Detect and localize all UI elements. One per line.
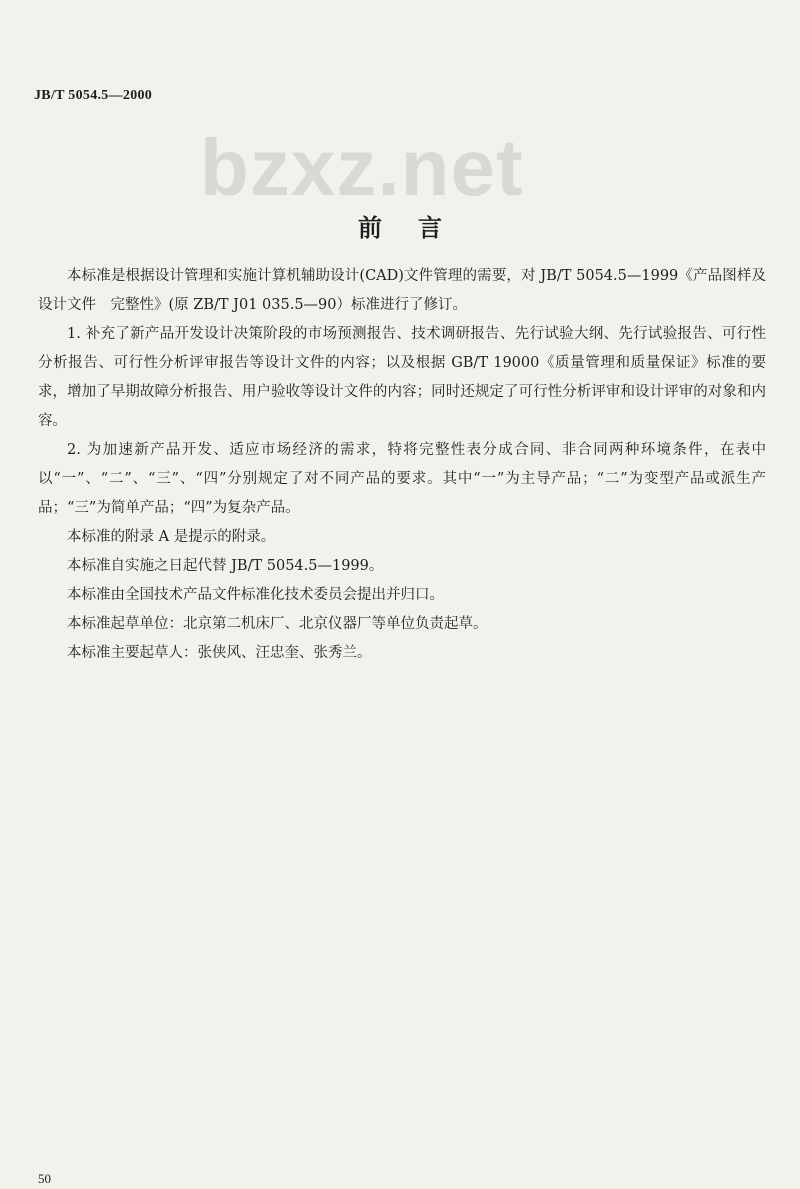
paragraph-drafting-units: 本标准起草单位：北京第二机床厂、北京仪器厂等单位负责起草。 [67, 616, 488, 632]
paragraph-drafters: 本标准主要起草人：张侠风、汪忠奎、张秀兰。 [67, 645, 372, 661]
paragraph-proposer: 本标准由全国技术产品文件标准化技术委员会提出并归口。 [67, 587, 444, 603]
foreword-body [38, 262, 766, 668]
page-number: 50 [38, 1171, 51, 1186]
paragraph-intro: 本标准是根据设计管理和实施计算机辅助设计(CAD)文件管理的需要，对 JB/T 5054.5—1999《产品图样及设计文件 完整性》(原 ZB/T J01 035.5—90）标准进行了修订。 [38, 268, 766, 313]
paragraph-item-2: 2. 为加速新产品开发、适应市场经济的需求，特将完整性表分成合同、非合同两种环境条件，在表中以“一”、“二”、“三”、“四”分别规定了对不同产品的要求。其中“一”为主导产品；“二”为变型产品或派生产品；“三”为简单产品；“四”为复杂产品。 [38, 442, 766, 516]
page-title: 前言 [358, 214, 478, 242]
paragraph-replacement: 本标准自实施之日起代替 JB/T 5054.5—1999。 [67, 558, 384, 574]
paragraph-appendix: 本标准的附录 A 是提示的附录。 [67, 529, 276, 545]
paragraph-item-1: 1. 补充了新产品开发设计决策阶段的市场预测报告、技术调研报告、先行试验大纲、先行试验报告、可行性分析报告、可行性分析评审报告等设计文件的内容；以及根据 GB/T 19000《质量管理和质量保证》标准的要求，增加了早期故障分析报告、用户验收等设计文件的内容；同时还规定了可行性分析评审和设计评审的对象和内容。 [38, 326, 766, 429]
standard-number: JB/T 5054.5—2000 [34, 88, 153, 103]
watermark: bzxz.net [200, 123, 524, 212]
